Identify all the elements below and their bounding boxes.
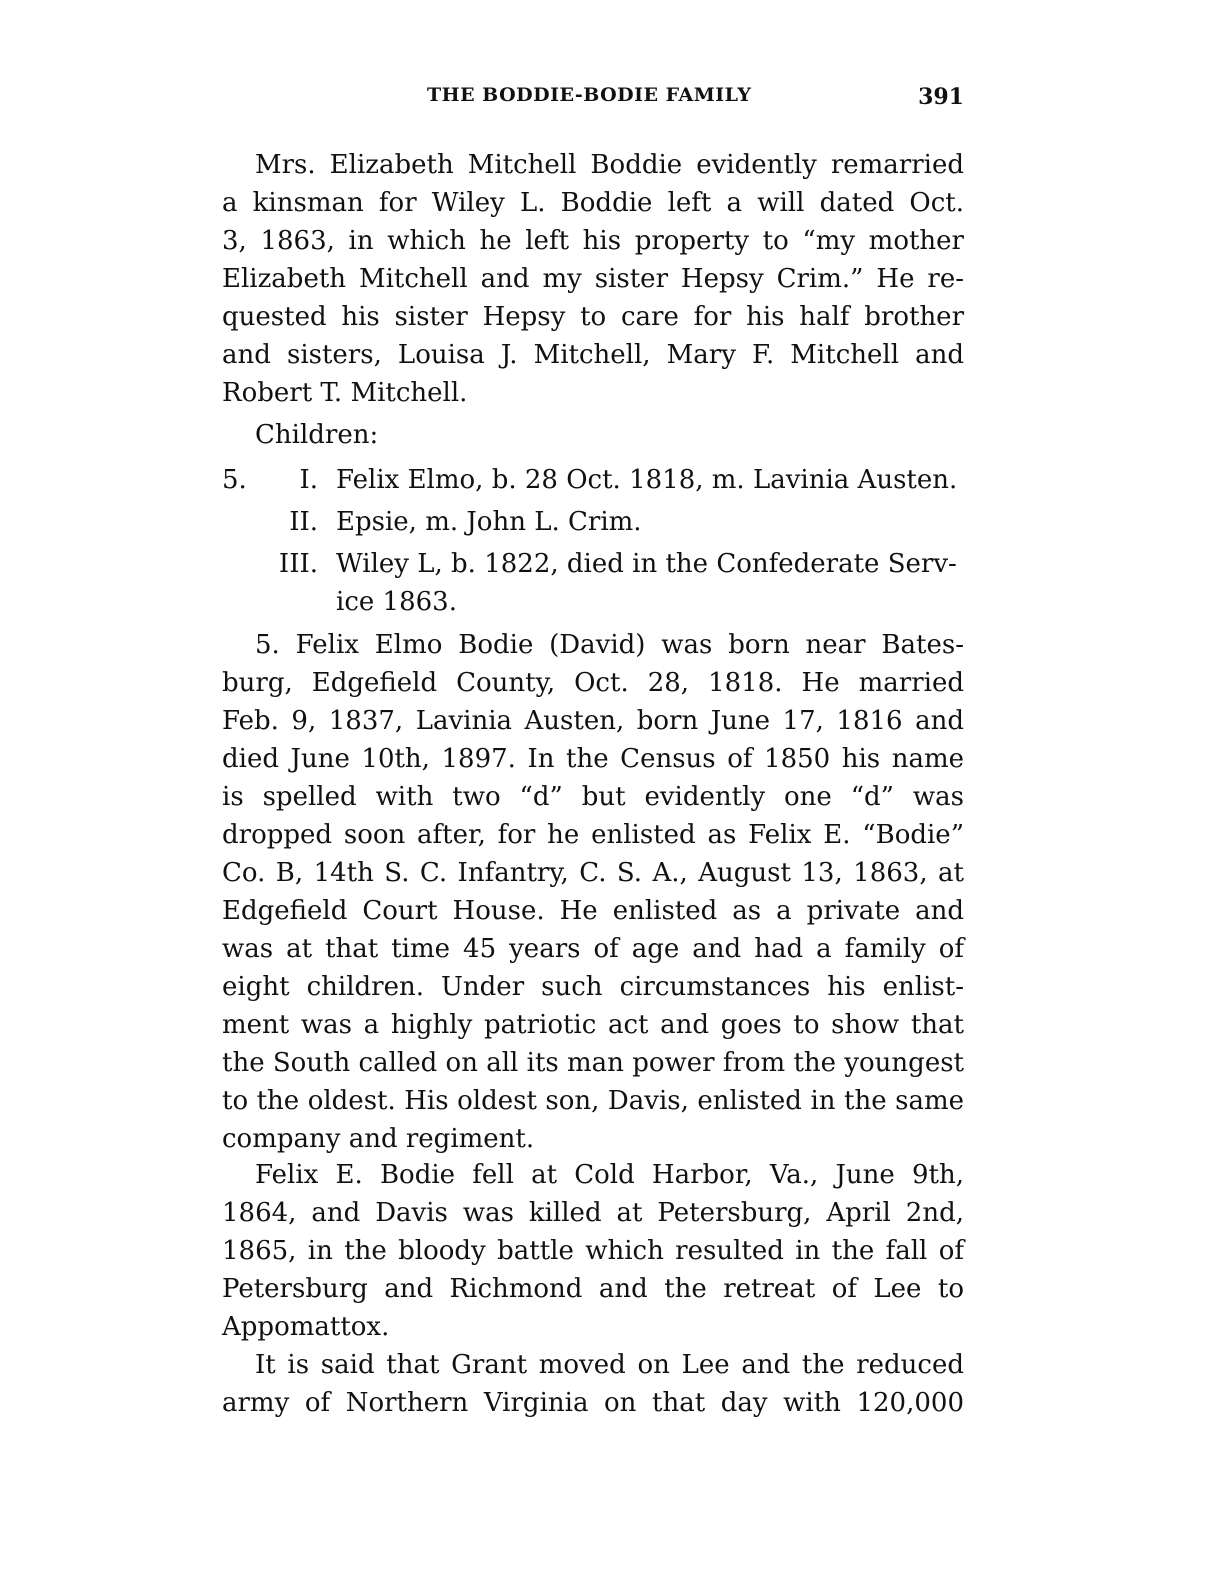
child-numeral: I. xyxy=(299,465,318,495)
para2-line: ment was a highly patriotic act and goes to show that xyxy=(222,1010,964,1040)
para2-line: was at that time 45 years of age and had a family of xyxy=(222,934,964,964)
para2-line: is spelled with two “d” but evidently one “d” was xyxy=(222,782,964,812)
para1-line: a kinsman for Wiley L. Boddie left a will dated Oct. xyxy=(222,188,964,218)
para1-line: 3, 1863, in which he left his property to “my mother xyxy=(222,226,964,256)
para4-line: It is said that Grant moved on Lee and the reduced xyxy=(255,1350,964,1380)
para3-line: Appomattox. xyxy=(222,1312,390,1342)
para1-line: Robert T. Mitchell. xyxy=(222,378,468,408)
page-header xyxy=(222,84,964,114)
para2-line: Edgefield Court House. He enlisted as a private and xyxy=(222,896,964,926)
children-heading: Children: xyxy=(255,420,379,450)
child-numeral: II. xyxy=(289,507,318,537)
child-text: Wiley L, b. 1822, died in the Confederate Serv- xyxy=(336,549,957,579)
para3-line: 1865, in the bloody battle which resulted in the fall of xyxy=(222,1236,964,1266)
running-title: THE BODDIE-BODIE FAMILY xyxy=(427,84,752,106)
para2-line: burg, Edgefield County, Oct. 28, 1818. He married xyxy=(222,668,964,698)
child-ref-number: 5. xyxy=(222,465,247,495)
child-text-continued: ice 1863. xyxy=(336,587,457,617)
para2-line: the South called on all its man power from the youngest xyxy=(222,1048,964,1078)
para4-line: army of Northern Virginia on that day with 120,000 xyxy=(222,1388,964,1418)
para2-line: Feb. 9, 1837, Lavinia Austen, born June 17, 1816 and xyxy=(222,706,964,736)
child-numeral: III. xyxy=(278,549,318,579)
para2-line: 5. Felix Elmo Bodie (David) was born near Bates- xyxy=(255,630,964,660)
para2-line: dropped soon after, for he enlisted as Felix E. “Bodie” xyxy=(222,820,964,850)
para1-line: quested his sister Hepsy to care for his half brother xyxy=(222,302,964,332)
para2-line: eight children. Under such circumstances his enlist- xyxy=(222,972,964,1002)
para2-line: Co. B, 14th S. C. Infantry, C. S. A., August 13, 1863, at xyxy=(222,858,964,888)
child-text: Epsie, m. John L. Crim. xyxy=(336,507,642,537)
para3-line: Petersburg and Richmond and the retreat of Lee to xyxy=(222,1274,964,1304)
para1-line: and sisters, Louisa J. Mitchell, Mary F. Mitchell and xyxy=(222,340,964,370)
para1-line: Mrs. Elizabeth Mitchell Boddie evidently remarried xyxy=(255,150,964,180)
para3-line: Felix E. Bodie fell at Cold Harbor, Va., June 9th, xyxy=(255,1160,964,1190)
child-text: Felix Elmo, b. 28 Oct. 1818, m. Lavinia Austen. xyxy=(336,465,958,495)
para2-line: died June 10th, 1897. In the Census of 1850 his name xyxy=(222,744,964,774)
para2-line: to the oldest. His oldest son, Davis, enlisted in the same xyxy=(222,1086,964,1116)
para2-line: company and regiment. xyxy=(222,1124,535,1154)
para1-line: Elizabeth Mitchell and my sister Hepsy Crim.” He re- xyxy=(222,264,964,294)
para3-line: 1864, and Davis was killed at Petersburg, April 2nd, xyxy=(222,1198,964,1228)
page-number: 391 xyxy=(918,84,964,110)
